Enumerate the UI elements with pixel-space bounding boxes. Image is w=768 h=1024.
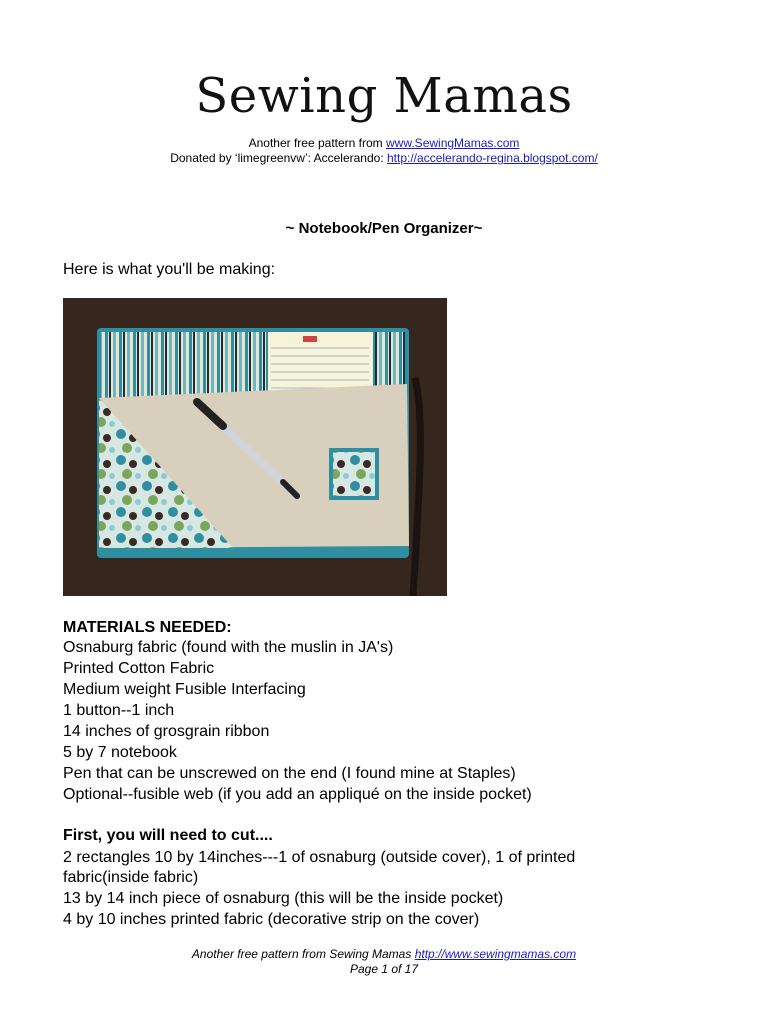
- material-item: Pen that can be unscrewed on the end (I found mine at Staples): [63, 765, 516, 782]
- footer-prefix: Another free pattern from Sewing Mamas: [191, 947, 415, 961]
- brand-logo-text: Sewing Mamas: [195, 68, 573, 124]
- material-item: Osnaburg fabric (found with the muslin in JA's): [63, 639, 394, 656]
- sewingmamas-link[interactable]: www.SewingMamas.com: [386, 136, 520, 150]
- page-number: Page 1 of 17: [349, 962, 419, 976]
- material-item: 14 inches of grosgrain ribbon: [63, 723, 270, 740]
- credit-prefix: Another free pattern from: [248, 136, 387, 150]
- credit-line-2: [0, 151, 768, 165]
- organizer-photo: [63, 298, 447, 596]
- credit-line-1: [0, 136, 768, 150]
- cut-heading: First, you will need to cut....: [63, 827, 273, 844]
- cut-item: fabric(inside fabric): [63, 869, 199, 886]
- material-item: Optional--fusible web (if you add an appliqué on the inside pocket): [63, 786, 532, 803]
- cut-item: 13 by 14 inch piece of osnaburg (this will be the inside pocket): [63, 890, 504, 907]
- cut-item: 2 rectangles 10 by 14inches---1 of osnaburg (outside cover), 1 of printed: [63, 849, 576, 866]
- material-item: 5 by 7 notebook: [63, 744, 177, 761]
- cut-item: 4 by 10 inches printed fabric (decorative strip on the cover): [63, 911, 480, 928]
- document-title: ~ Notebook/Pen Organizer~: [285, 220, 483, 237]
- footer-line: [0, 947, 768, 961]
- footer-link[interactable]: http://www.sewingmamas.com: [414, 947, 577, 961]
- material-item: 1 button--1 inch: [63, 702, 175, 719]
- material-item: Medium weight Fusible Interfacing: [63, 681, 306, 698]
- intro-text: Here is what you'll be making:: [63, 261, 276, 278]
- materials-heading: MATERIALS NEEDED:: [63, 619, 232, 636]
- material-item: Printed Cotton Fabric: [63, 660, 215, 677]
- donor-prefix: Donated by ‘limegreenvw’: Accelerando:: [170, 151, 387, 165]
- blog-link[interactable]: http://accelerando-regina.blogspot.com/: [387, 151, 598, 165]
